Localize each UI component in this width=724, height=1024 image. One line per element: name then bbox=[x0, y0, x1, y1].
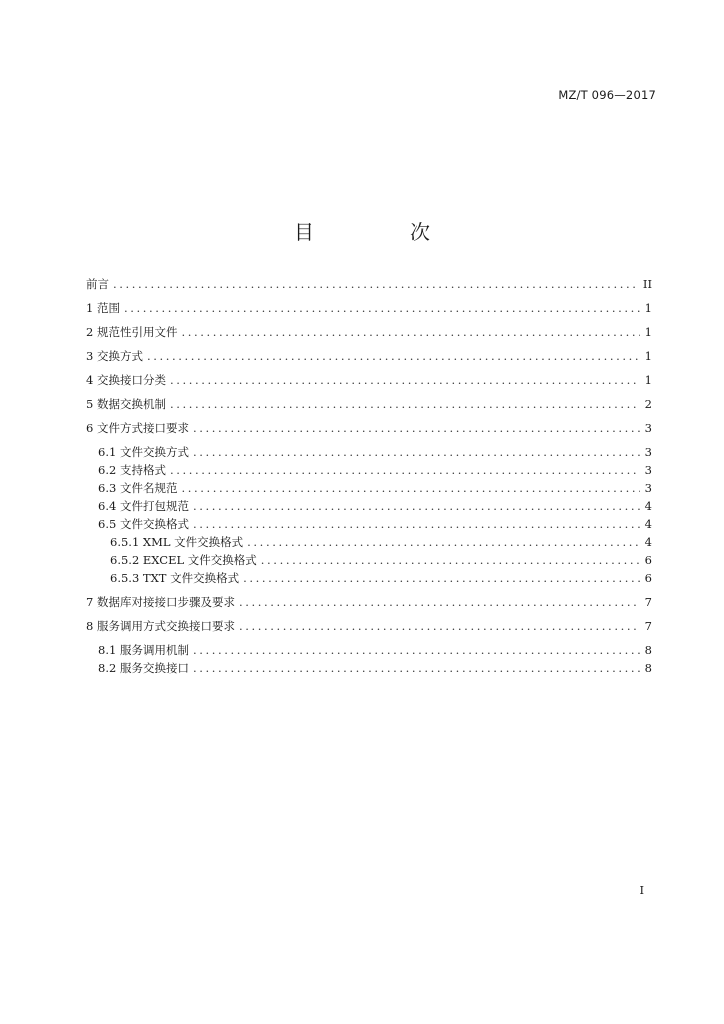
toc-entry-3[interactable] bbox=[86, 348, 652, 372]
toc-entry-page: 8 bbox=[644, 643, 652, 657]
toc-entry-label: 8 服务调用方式交换接口要求 bbox=[86, 619, 235, 633]
toc-entry-label: 6.3 文件名规范 bbox=[98, 481, 178, 495]
toc-leader-dots bbox=[181, 481, 640, 495]
toc-entry-page: 1 bbox=[644, 349, 652, 363]
toc-leader-dots bbox=[247, 535, 640, 549]
toc-entry-page: 2 bbox=[644, 397, 652, 411]
toc-leader-dots bbox=[147, 349, 640, 363]
toc-leader-dots bbox=[193, 643, 640, 657]
toc-entry-6-5-2[interactable] bbox=[86, 552, 652, 570]
toc-entry-page: 8 bbox=[644, 661, 652, 675]
toc-entry-foreword[interactable] bbox=[86, 276, 652, 300]
toc-entry-8-1[interactable] bbox=[86, 642, 652, 660]
toc-entry-page: 4 bbox=[644, 535, 652, 549]
toc-entry-6-5-3[interactable] bbox=[86, 570, 652, 588]
toc-entry-6-3[interactable] bbox=[86, 480, 652, 498]
toc-title: 目 次 bbox=[294, 220, 468, 244]
toc-entry-page: 3 bbox=[644, 463, 652, 477]
table-of-contents bbox=[86, 276, 652, 678]
toc-entry-label: 7 数据库对接接口步骤及要求 bbox=[86, 595, 235, 609]
toc-leader-dots bbox=[261, 553, 640, 567]
toc-leader-dots bbox=[193, 445, 640, 459]
page-number: I bbox=[639, 883, 644, 897]
toc-entry-6-5[interactable] bbox=[86, 516, 652, 534]
toc-entry-page: 7 bbox=[644, 595, 652, 609]
toc-entry-8-2[interactable] bbox=[86, 660, 652, 678]
toc-entry-label: 6.4 文件打包规范 bbox=[98, 499, 189, 513]
toc-entry-page: 6 bbox=[644, 571, 652, 585]
toc-entry-6-1[interactable] bbox=[86, 444, 652, 462]
toc-entry-label: 2 规范性引用文件 bbox=[86, 325, 178, 339]
toc-leader-dots bbox=[193, 661, 640, 675]
toc-leader-dots bbox=[193, 421, 640, 435]
toc-leader-dots bbox=[124, 301, 640, 315]
toc-entry-page: 1 bbox=[644, 373, 652, 387]
toc-entry-page: 4 bbox=[644, 499, 652, 513]
toc-entry-page: 7 bbox=[644, 619, 652, 633]
toc-entry-label: 6.5 文件交换格式 bbox=[98, 517, 189, 531]
toc-entry-page: 1 bbox=[644, 325, 652, 339]
toc-entry-6-5-1[interactable] bbox=[86, 534, 652, 552]
toc-entry-label: 前言 bbox=[86, 277, 109, 291]
toc-leader-dots bbox=[113, 277, 639, 291]
toc-entry-page: 4 bbox=[644, 517, 652, 531]
toc-entry-1[interactable] bbox=[86, 300, 652, 324]
toc-entry-label: 4 交换接口分类 bbox=[86, 373, 166, 387]
toc-entry-page: 3 bbox=[644, 445, 652, 459]
toc-entry-page: 3 bbox=[644, 421, 652, 435]
toc-entry-label: 5 数据交换机制 bbox=[86, 397, 166, 411]
toc-entry-label: 6 文件方式接口要求 bbox=[86, 421, 189, 435]
toc-entry-6-2[interactable] bbox=[86, 462, 652, 480]
toc-leader-dots bbox=[170, 397, 640, 411]
toc-entry-label: 8.2 服务交换接口 bbox=[98, 661, 189, 675]
toc-entry-6-4[interactable] bbox=[86, 498, 652, 516]
toc-entry-label: 8.1 服务调用机制 bbox=[98, 643, 189, 657]
toc-entry-label: 1 范围 bbox=[86, 301, 120, 315]
toc-entry-page: II bbox=[642, 277, 652, 291]
toc-entry-2[interactable] bbox=[86, 324, 652, 348]
toc-entry-label: 6.1 文件交换方式 bbox=[98, 445, 189, 459]
toc-leader-dots bbox=[193, 517, 640, 531]
toc-entry-label: 6.2 支持格式 bbox=[98, 463, 166, 477]
toc-entry-label: 6.5.3 TXT 文件交换格式 bbox=[110, 571, 240, 585]
toc-entry-label: 6.5.1 XML 文件交换格式 bbox=[110, 535, 244, 549]
toc-leader-dots bbox=[181, 325, 640, 339]
toc-entry-label: 6.5.2 EXCEL 文件交换格式 bbox=[110, 553, 257, 567]
toc-entry-7[interactable] bbox=[86, 594, 652, 618]
toc-leader-dots bbox=[239, 619, 640, 633]
toc-entry-page: 1 bbox=[644, 301, 652, 315]
toc-entry-page: 6 bbox=[644, 553, 652, 567]
toc-entry-4[interactable] bbox=[86, 372, 652, 396]
toc-entry-label: 3 交换方式 bbox=[86, 349, 143, 363]
toc-entry-8[interactable] bbox=[86, 618, 652, 642]
toc-leader-dots bbox=[170, 463, 640, 477]
standard-code: MZ/T 096—2017 bbox=[558, 88, 656, 102]
toc-leader-dots bbox=[243, 571, 640, 585]
toc-entry-6[interactable] bbox=[86, 420, 652, 444]
toc-entry-5[interactable] bbox=[86, 396, 652, 420]
toc-leader-dots bbox=[170, 373, 640, 387]
toc-leader-dots bbox=[239, 595, 640, 609]
toc-leader-dots bbox=[193, 499, 640, 513]
toc-entry-page: 3 bbox=[644, 481, 652, 495]
